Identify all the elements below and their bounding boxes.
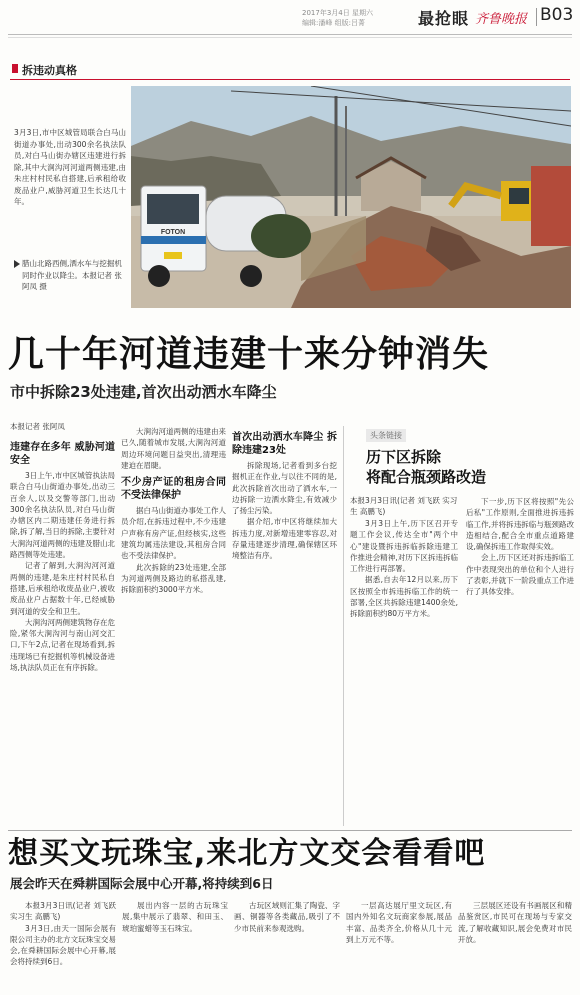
article-column-3 (232, 426, 337, 826)
article-paragraph: 3月3日上午,历下区召开专题工作会议,传达全市"两个中心"建设暨拆违拆临拆除违建工作推进会精神,对历下区拆违拆临工作进行再部署。 (350, 519, 458, 574)
red-container (531, 166, 571, 246)
section-heading: 首次出动洒水车降尘 拆除违建23处 (232, 432, 337, 456)
section-title: 最抢眼 (418, 9, 470, 28)
column-divider (343, 426, 344, 826)
photo-subcaption (14, 258, 126, 293)
headline-secondary-sub: 展会昨天在舜耕国际会展中心开幕,将持续到6日 (10, 876, 274, 891)
header-editors: 编辑:潘峰 组版:吕菁 (302, 19, 365, 27)
column-rule (10, 79, 570, 80)
article-paragraph: 大涧沟河道两侧的违建由来已久,随着城市发展,大涧沟河道周边环境问题日益突出,清理违建迫在眉睫。 (121, 427, 226, 470)
bush (251, 214, 311, 258)
article-paragraph: 记者了解到,大涧沟河河道两侧的违建,是朱庄村村民私自搭建,后承租给收废品业户,被收废品业户占据数十年,已经威胁到河道的安全和卫生。 (10, 561, 115, 616)
article2-column-3 (234, 900, 340, 995)
truck-wheel (148, 265, 170, 287)
article2-column-5 (458, 900, 572, 995)
header-rule-secondary (8, 37, 572, 38)
page-number: B03 (540, 5, 574, 25)
article-paragraph: 据介绍,市中区将继续加大拆违力度,对新增违建零容忍,对存量违建逐步清理,确保辖区环境整洁有序。 (232, 517, 337, 561)
sidebar-byline: 本报3月3日讯(记者 刘飞跃 实习生 高鹏飞) (350, 496, 458, 517)
truck-brand: FOTON (160, 229, 186, 236)
article-paragraph: 此次拆除的23处违建,全部为河道两侧及路边的私搭乱建,拆除面积约3000平方米。 (121, 562, 226, 595)
article-paragraph: 下一步,历下区将按照"先公后私"工作原则,全面推进拆违拆临工作,并将拆违拆临与瓶颈路改造相结合,配合全市重点道路建设,确保拆违工作取得实效。 (466, 497, 574, 552)
article2-column-4 (346, 900, 452, 995)
sidebar-title (366, 447, 486, 487)
headline-main: 几十年河道违建十来分钟消失 (8, 334, 490, 375)
article-column-2 (121, 426, 226, 826)
header-divider (536, 8, 537, 26)
article-paragraph: 古玩区域则汇集了陶瓷、字画、铜器等各类藏品,吸引了不少市民前来参观选购。 (234, 901, 340, 933)
section-heading: 不少房产证的租房合同不受法律保护 (121, 477, 226, 502)
article-column-1 (10, 436, 115, 826)
headline-secondary: 想买文玩珠宝,来北方文交会看看吧 (8, 836, 486, 871)
license-plate (164, 252, 182, 259)
story-byline: 本报记者 张阿凤 (10, 422, 65, 431)
sidebar-column-1 (350, 518, 458, 826)
header-rule (8, 34, 572, 35)
article-paragraph: 据白马山街道办事处工作人员介绍,在拆违过程中,不少违建户声称有房产证,但经核实,这些建筑均属违法建设,其租房合同也不受法律保护。 (121, 506, 226, 561)
excavator-window (509, 188, 529, 204)
truck-wheel (240, 265, 262, 287)
section-rule (8, 830, 572, 831)
article-paragraph: 3日上午,市中区城管执法局联合白马山街道办事处,出动三百余人,以及交警等部门,出动300余名执法队员,对白马山街办辖区内二期违建任务进行拆除,拆了解,当日的拆除,主要针对大涧沟河道两侧的违建及腊山北路西侧等处违建。 (10, 471, 115, 560)
sidebar-column-2 (466, 496, 574, 826)
demolition-photo (131, 86, 571, 308)
article-paragraph: 拆除现场,记者看到多台挖掘机正在作业,与以往不同的是,此次拆除首次出动了洒水车,一边拆除一边洒水降尘,有效减少了扬尘污染。 (232, 461, 337, 516)
article2-column-1 (10, 900, 116, 995)
article-paragraph: 三层展区还设有书画展区和精品鉴赏区,市民可在现场与专家交流,了解收藏知识,展会免费对市民开放。 (458, 901, 572, 944)
header-date: 2017年3月4日 星期六 (302, 9, 373, 17)
article2-column-2 (122, 900, 228, 995)
article-paragraph: 据悉,自去年12月以来,历下区按照全市拆违拆临工作的统一部署,全区共拆除违建1400余处,拆除面积约80万平方米。 (350, 575, 458, 619)
photo-subcaption-text: 腊山北路西侧,洒水车与挖掘机同时作业以降尘。本报记者 张阿凤 摄 (22, 259, 122, 291)
article-paragraph: 大涧沟河两侧建筑物存在危险,紧邻大涧沟河与南山河交汇口,下午2点,记者在现场看到,拆违现场已有挖掘机等机械设备进场,执法队员正在有序拆除。 (10, 617, 115, 673)
article-paragraph: 会上,历下区还对拆违拆临工作中表现突出的单位和个人进行了表彰,并就下一阶段重点工作进行了具体安排。 (466, 553, 574, 597)
section-heading: 违建存在多年 威胁河道安全 (10, 442, 115, 466)
article-paragraph: 展出内容一层的古玩珠宝展,集中展示了翡翠、和田玉、琥珀蜜蜡等玉石珠宝。 (122, 901, 228, 933)
truck-stripe (141, 236, 206, 244)
sidebar-title-line: 历下区拆除 (366, 448, 442, 466)
sidebar-label: 头条链接 (366, 429, 406, 442)
column-head: 拆违动真格 (22, 64, 77, 77)
article-paragraph: 3月3日,由天一国际会展有限公司主办的北方文玩珠宝交易会,在舜耕国际会展中心开幕,展会将持续到6日。 (10, 923, 116, 967)
headline-sub: 市中拆除23处违建,首次出动洒水车降尘 (10, 383, 277, 401)
header-meta (302, 8, 373, 28)
demolition-scene (131, 86, 571, 308)
sidebar-title-line: 将配合瓶颈路改造 (366, 468, 487, 486)
photo-caption: 3月3日,市中区城管局联合白马山街道办事处,出动300余名执法队员,对白马山街办辖区违建进行拆除,其中大涧沟河河道两侧违建,由朱庄村村民私自搭建,后承租给收废品业户,威胁河道卫生长达几十年。 (14, 128, 126, 206)
caption-marker-icon (14, 260, 20, 268)
newspaper-logo: 齐鲁晚报 (475, 12, 528, 27)
article2-byline: 本报3月3日讯(记者 刘飞跃 实习生 高鹏飞) (10, 901, 116, 922)
article-paragraph: 一层高达展厅里文玩区,有国内外知名文玩商家参展,展品丰富、品类齐全,价格从几十元到上万元不等。 (346, 901, 452, 944)
truck-windshield (147, 194, 199, 224)
